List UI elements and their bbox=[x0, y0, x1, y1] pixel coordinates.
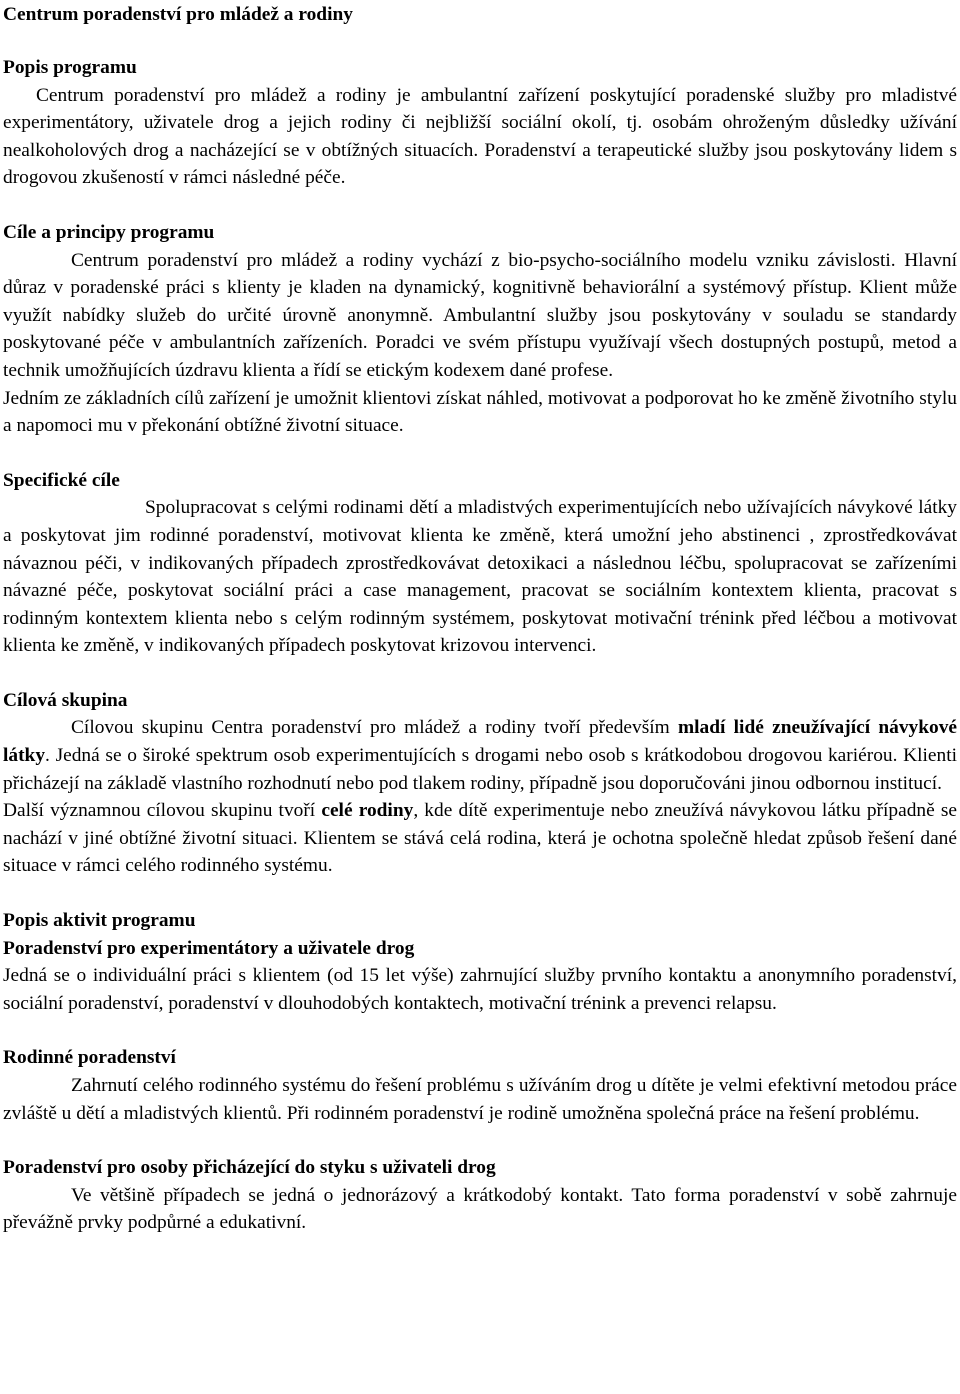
paragraph bbox=[3, 714, 957, 797]
subsection-heading: Rodinné poradenství bbox=[3, 1047, 176, 1069]
text-run: Cílovou skupinu Centra poradenství pro mládež a rodiny tvoří především bbox=[71, 717, 679, 739]
paragraph: Jedná se o individuální práci s klientem (od 15 let výše) zahrnující služby prvního kontaktu a anonymního poradenství, sociální poradenství, poradenství v dlouhodobých kontaktech, motivační trénink a prevenci relapsu. bbox=[3, 965, 957, 1014]
spacer bbox=[3, 880, 957, 907]
text-run: , kde dítě experimentuje nebo zneužívá návykovou látku případně se nachází v jiné obtížné životní situaci. Klientem se stává celá rodina, která je ochotna společně hledat způsob řešení dané situace v rámci celého rodinného systému. bbox=[3, 800, 957, 877]
spacer bbox=[3, 192, 957, 219]
paragraph: Zahrnutí celého rodinného systému do řešení problému s užíváním drog u dítěte je velmi efektivní metodou práce zvláště u dětí a mladistvých klientů. Při rodinném poradenství je rodině umožněna společná práce na řešení problému. bbox=[3, 1075, 957, 1124]
spacer bbox=[3, 30, 957, 54]
spacer bbox=[3, 440, 957, 467]
text-run: Další významnou cílovou skupinu tvoří bbox=[3, 800, 322, 822]
paragraph: Spolupracovat s celými rodinami dětí a mladistvých experimentujících nebo užívajících návykové látky a poskytovat jim rodinné poradenství, motivovat klienta ke změně, která umožní jeho abstinenci , zprostředkovávat návaznou péči, v indikovaných případech zprostředkovávat detoxikaci a následnou léčbu, spolupracovat se zařízeními návazné péče, poskytovat sociální práci a case management, pracovat se sociálním kontextem klienta, pracovat s rodinným kontextem klienta nebo s celým rodinným systémem, poskytovat motivační trénink před léčbou a motivovat klienta ke změně, v indikovaných případech poskytovat krizovou intervenci. bbox=[3, 497, 957, 657]
text-run: . Jedná se o široké spektrum osob experimentujících s drogami nebo osob s krátkodobou drogovou kariérou. Klienti přicházejí na základě vlastního rozhodnutí nebo pod tlakem rodiny, případně jsou doporučováni jinou odbornou institucí. bbox=[3, 745, 957, 794]
spacer bbox=[3, 1127, 957, 1154]
section-popis-programu bbox=[3, 54, 957, 192]
section-cile-a-principy bbox=[3, 219, 957, 440]
section-heading: Popis aktivit programu bbox=[3, 910, 196, 932]
emphasis-text: celé rodiny bbox=[321, 800, 414, 822]
section-heading: Cíle a principy programu bbox=[3, 221, 215, 243]
subsection-heading: Poradenství pro osoby přicházející do styku s uživateli drog bbox=[3, 1157, 496, 1179]
paragraph: Centrum poradenství pro mládež a rodiny je ambulantní zařízení poskytující poradenské služby pro mladistvé experimentátory, uživatele drog a jejich rodiny či nejbližší sociální okolí, tj. osobám ohroženým důsledky užívání nealkoholových drog a nacházející se v obtížných situacích. Poradenství a terapeutické služby jsou poskytovány lidem s drogovou zkušeností v rámci následné péče. bbox=[3, 84, 957, 189]
subsection-heading: Poradenství pro experimentátory a uživatele drog bbox=[3, 937, 415, 959]
section-specificke-cile bbox=[3, 467, 957, 660]
emphasis-text: mladí lidé zneužívající návykové látky bbox=[3, 717, 957, 767]
section-popis-aktivit bbox=[3, 907, 957, 1237]
paragraph bbox=[3, 797, 957, 880]
document-title: Centrum poradenství pro mládež a rodiny bbox=[3, 4, 353, 25]
paragraph: Ve většině případech se jedná o jednorázový a krátkodobý kontakt. Tato forma poradenství v sobě zahrnuje převážně prvky podpůrné a edukativní. bbox=[3, 1184, 957, 1234]
section-heading: Popis programu bbox=[3, 57, 137, 78]
spacer bbox=[3, 1017, 957, 1044]
paragraph: Jedním ze základních cílů zařízení je umožnit klientovi získat náhled, motivovat a podporovat ho ke změně životního stylu a napomoci mu v překonání obtížné životní situace. bbox=[3, 387, 957, 437]
section-heading: Specifické cíle bbox=[3, 469, 120, 491]
section-cilova-skupina bbox=[3, 687, 957, 880]
spacer bbox=[3, 660, 957, 687]
section-heading: Cílová skupina bbox=[3, 689, 128, 711]
paragraph: Centrum poradenství pro mládež a rodiny vychází z bio-psycho-sociálního modelu vzniku závislosti. Hlavní důraz v poradenské práci s klienty je kladen na dynamický, kognitivně behaviorální a systémový přístup. Klient může využít nabídky služeb do určité úrovně anonymně. Ambulantní služby jsou poskytovány v souladu se standardy poskytované péče v ambulantních zařízeních. Poradci ve svém přístupu využívají všech dostupných postupů, metod a technik umožňujících úzdravu klienta a řídí se etickým kodexem dané profese. bbox=[3, 249, 957, 381]
